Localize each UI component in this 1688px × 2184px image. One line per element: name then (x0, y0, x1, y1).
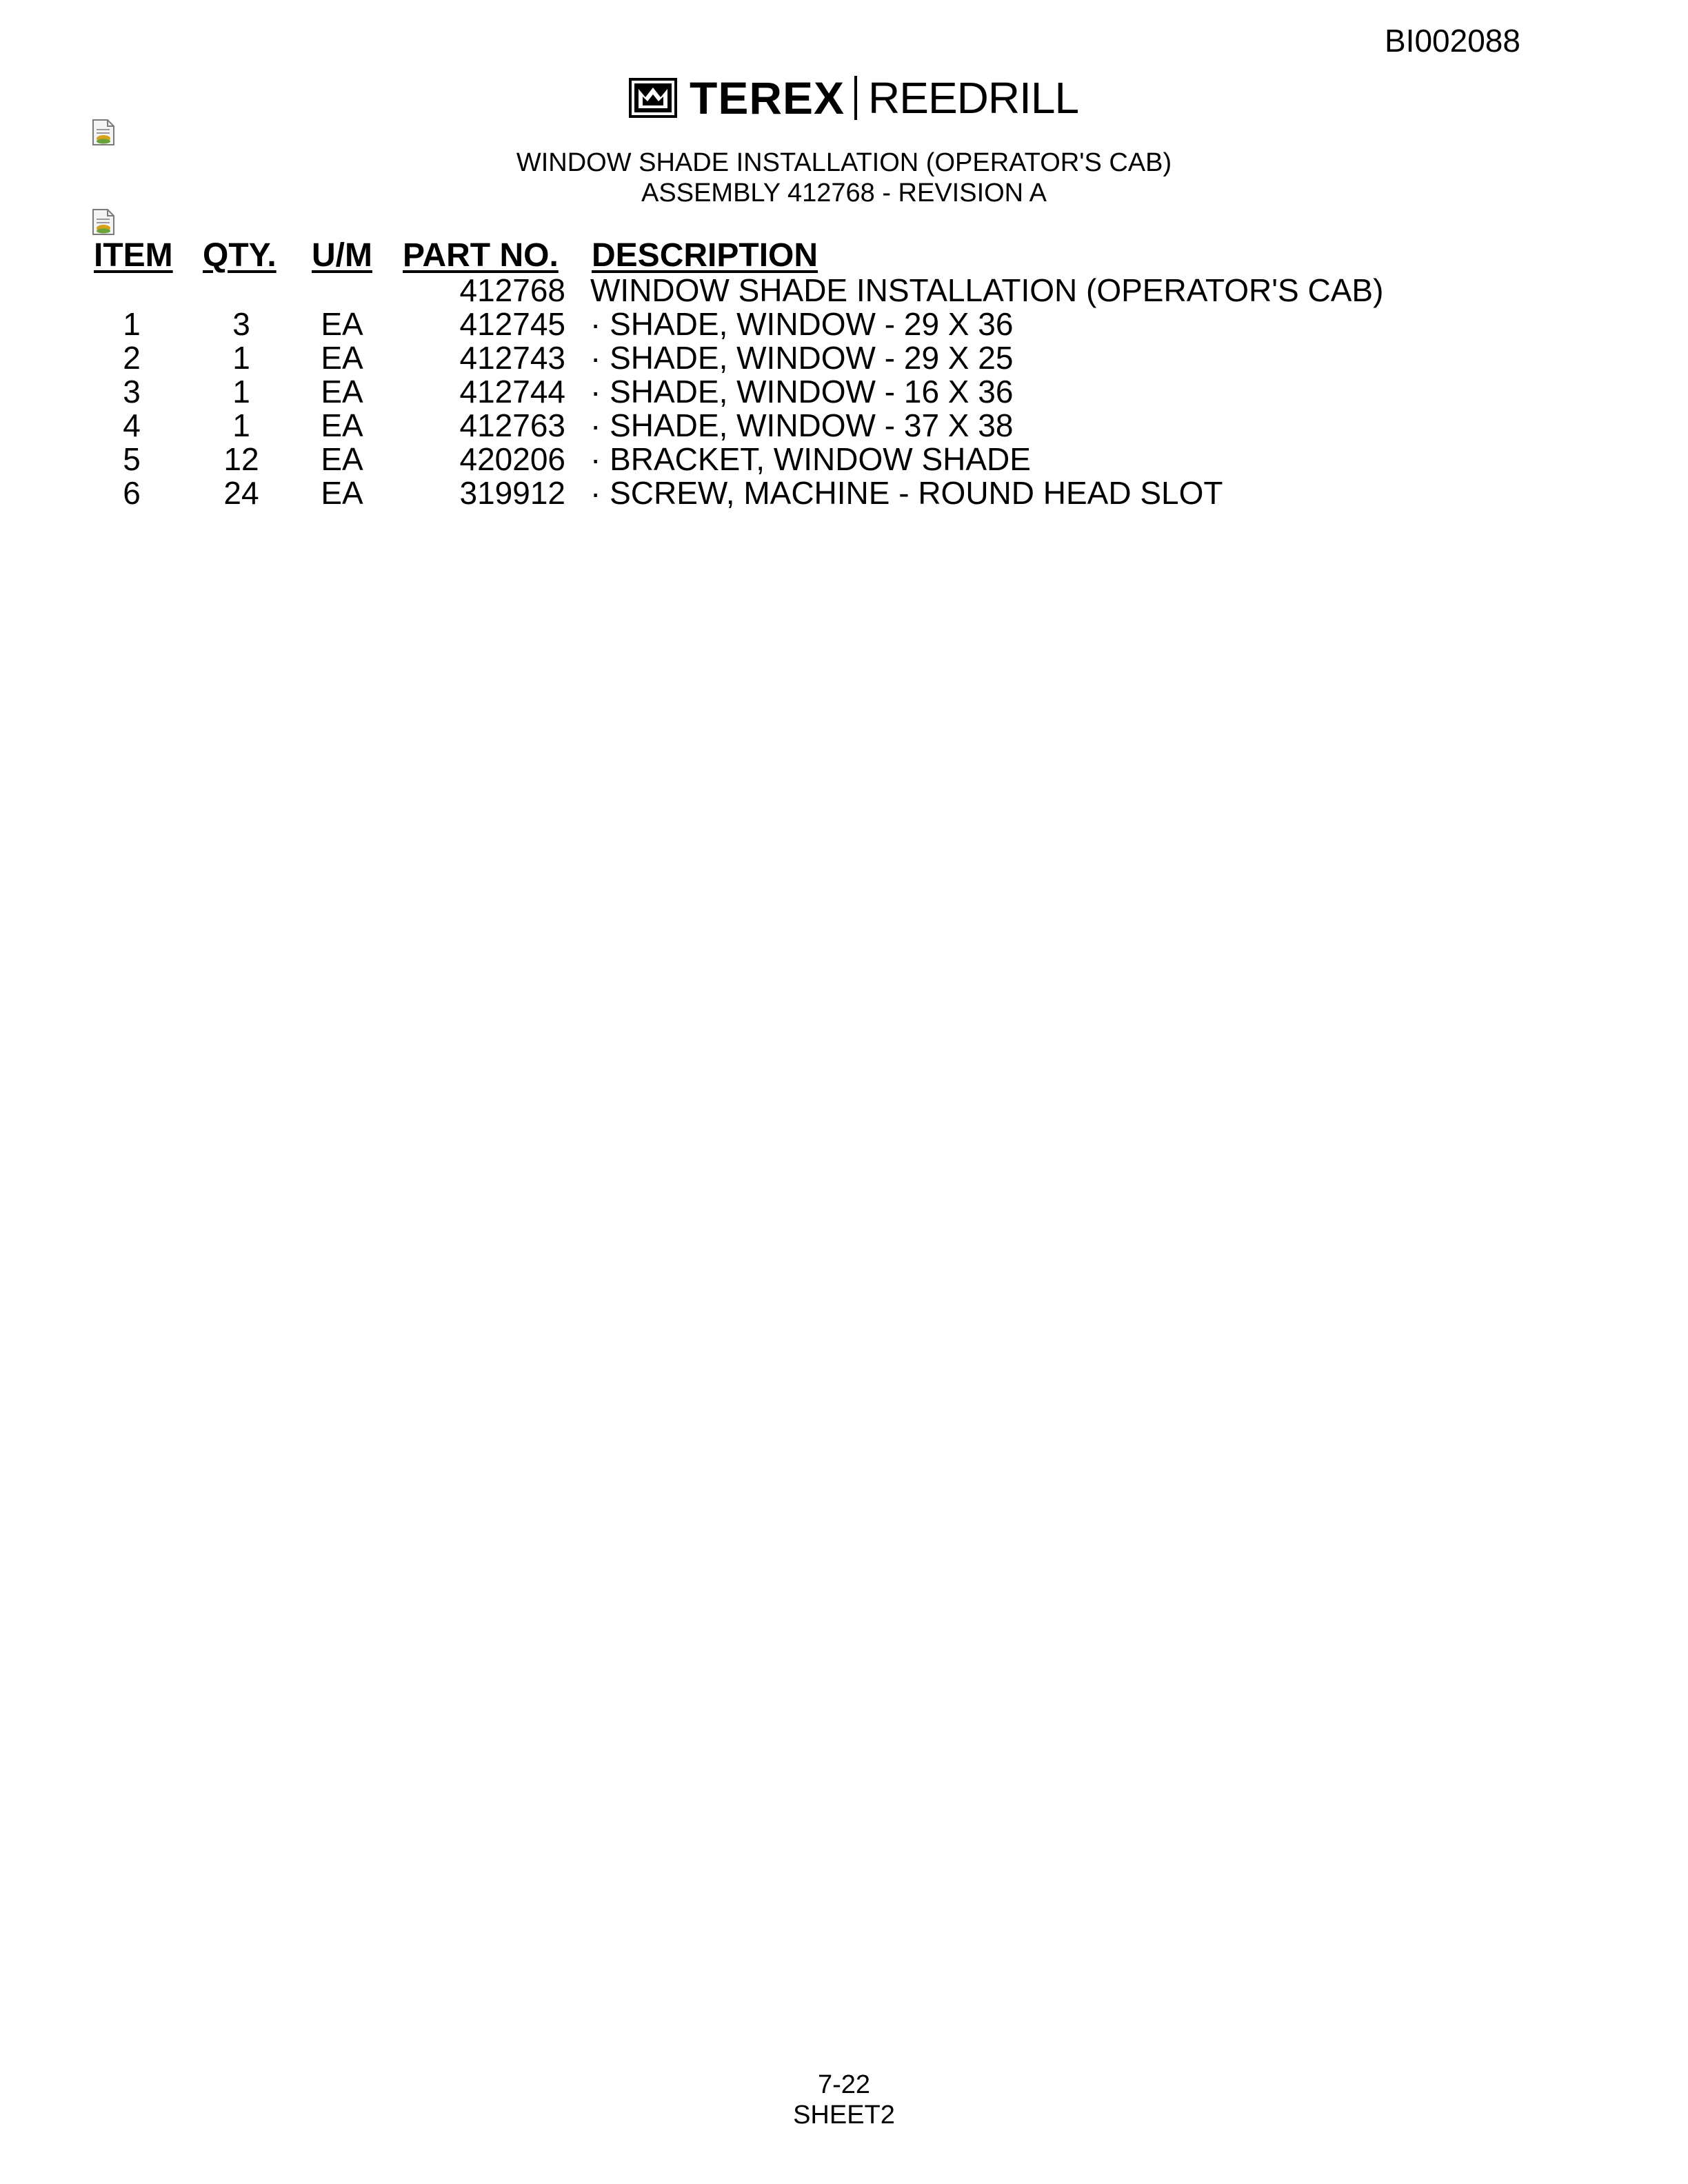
cell-description: WINDOW SHADE INSTALLATION (OPERATOR'S CAB) (590, 272, 1384, 308)
cell-item: 3 (123, 374, 141, 410)
cell-qty: 1 (232, 340, 250, 376)
cell-part-no: 412768 (459, 272, 565, 308)
cell-qty: 12 (223, 441, 259, 477)
header-part-no: PART NO. (403, 237, 559, 274)
sheet-label: SHEET2 (793, 2101, 895, 2130)
header-description: DESCRIPTION (592, 237, 818, 274)
document-icon[interactable] (91, 208, 116, 236)
header-item: ITEM (94, 237, 173, 274)
cell-um: EA (321, 374, 363, 410)
cell-part-no: 412763 (459, 407, 565, 443)
cell-part-no: 412744 (459, 374, 565, 410)
cell-um: EA (321, 475, 363, 511)
cell-item: 4 (123, 407, 141, 443)
cell-um: EA (321, 407, 363, 443)
logo-divider (854, 76, 857, 120)
cell-qty: 3 (232, 306, 250, 342)
cell-item: 5 (123, 441, 141, 477)
logo-product-text: REEDRILL (868, 73, 1079, 123)
cell-part-no: 420206 (459, 441, 565, 477)
header-um: U/M (312, 237, 372, 274)
terex-crown-icon (629, 78, 677, 118)
cell-description: · SCREW, MACHINE - ROUND HEAD SLOT (590, 475, 1223, 511)
cell-item: 1 (123, 306, 141, 342)
cell-description: · SHADE, WINDOW - 16 X 36 (590, 374, 1014, 410)
cell-item: 6 (123, 475, 141, 511)
cell-part-no: 412745 (459, 306, 565, 342)
cell-qty: 1 (232, 407, 250, 443)
document-icon[interactable] (91, 119, 116, 146)
cell-um: EA (321, 441, 363, 477)
cell-description: · SHADE, WINDOW - 37 X 38 (590, 407, 1014, 443)
header-qty: QTY. (203, 237, 277, 274)
logo-brand-text: TEREX (690, 72, 845, 123)
company-logo (629, 72, 1079, 123)
cell-part-no: 319912 (459, 475, 565, 511)
cell-description: · BRACKET, WINDOW SHADE (590, 441, 1031, 477)
cell-qty: 1 (232, 374, 250, 410)
cell-um: EA (321, 340, 363, 376)
cell-description: · SHADE, WINDOW - 29 X 36 (590, 306, 1014, 342)
cell-um: EA (321, 306, 363, 342)
cell-part-no: 412743 (459, 340, 565, 376)
cell-description: · SHADE, WINDOW - 29 X 25 (590, 340, 1014, 376)
page-number: 7-22 (817, 2070, 871, 2099)
document-title: WINDOW SHADE INSTALLATION (OPERATOR'S CAB) (516, 148, 1172, 177)
cell-item: 2 (123, 340, 141, 376)
document-id: BI002088 (1385, 23, 1520, 59)
assembly-revision: ASSEMBLY 412768 - REVISION A (641, 179, 1047, 208)
cell-qty: 24 (223, 475, 259, 511)
